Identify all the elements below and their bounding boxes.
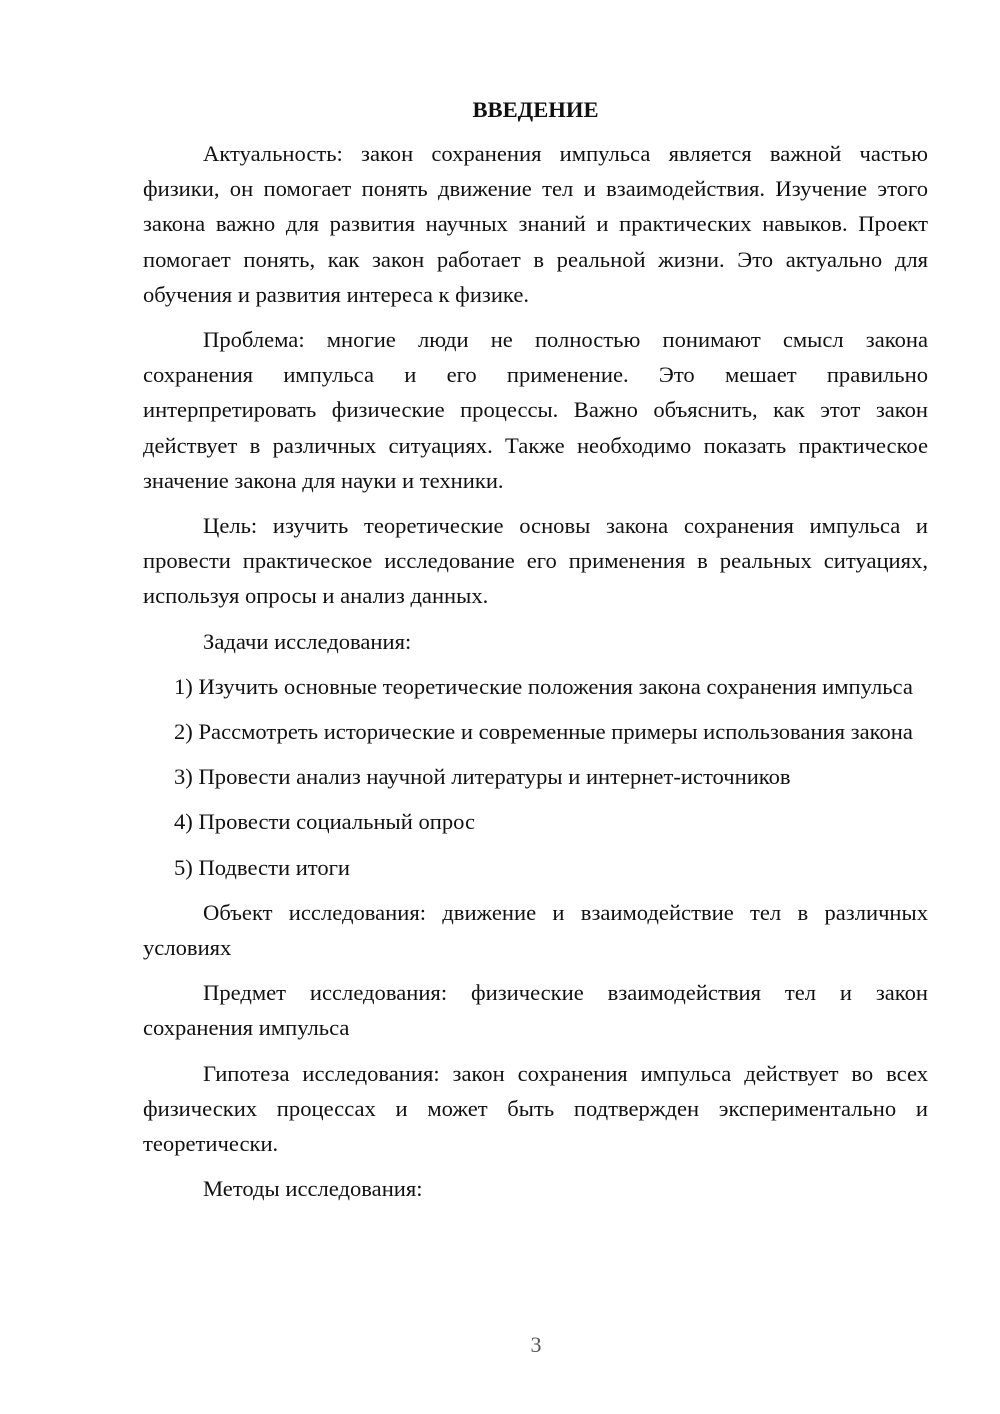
problem-paragraph: Проблема: многие люди не полностью понимают смысл закона сохранения импульса и его применение. Это мешает правильно интерпретировать физические процессы. Важно объяснить, как этот закон действует в различных ситуациях. Также необходимо показать практическое значение закона для науки и техники. bbox=[143, 327, 928, 493]
object-paragraph: Объект исследования: движение и взаимодействие тел в различных условиях bbox=[143, 899, 928, 961]
subject-paragraph: Предмет исследования: физические взаимодействия тел и закон сохранения импульса bbox=[143, 980, 928, 1041]
task-item: 5) Подвести итоги bbox=[174, 854, 351, 880]
page-number: 3 bbox=[530, 1332, 542, 1357]
goal-paragraph: Цель: изучить теоретические основы закона сохранения импульса и провести практическое исследование его применения в реальных ситуациях, используя опросы и анализ данных. bbox=[143, 513, 928, 609]
section-title: ВВЕДЕНИЕ bbox=[472, 97, 599, 122]
task-item: 4) Провести социальный опрос bbox=[174, 809, 476, 835]
relevance-paragraph: Актуальность: закон сохранения импульса является важной частью физики, он помогает понять движение тел и взаимодействия. Изучение этого закона важно для развития научных знаний и практических навыков. Проект помогает понять, как закон работает в реальной жизни. Это актуально для обучения и развития интереса к физике. bbox=[143, 141, 928, 307]
task-item: 1) Изучить основные теоретические положения закона сохранения импульса bbox=[174, 673, 913, 699]
task-item: 3) Провести анализ научной литературы и интернет-источников bbox=[174, 764, 791, 790]
document-body bbox=[143, 92, 928, 1216]
hypothesis-paragraph: Гипотеза исследования: закон сохранения импульса действует во всех физических процессах и может быть подтвержден экспериментально и теоретически. bbox=[143, 1060, 928, 1157]
tasks-heading: Задачи исследования: bbox=[203, 628, 412, 654]
task-item: 2) Рассмотреть исторические и современные примеры использования закона bbox=[174, 719, 913, 745]
methods-heading: Методы исследования: bbox=[203, 1176, 423, 1202]
